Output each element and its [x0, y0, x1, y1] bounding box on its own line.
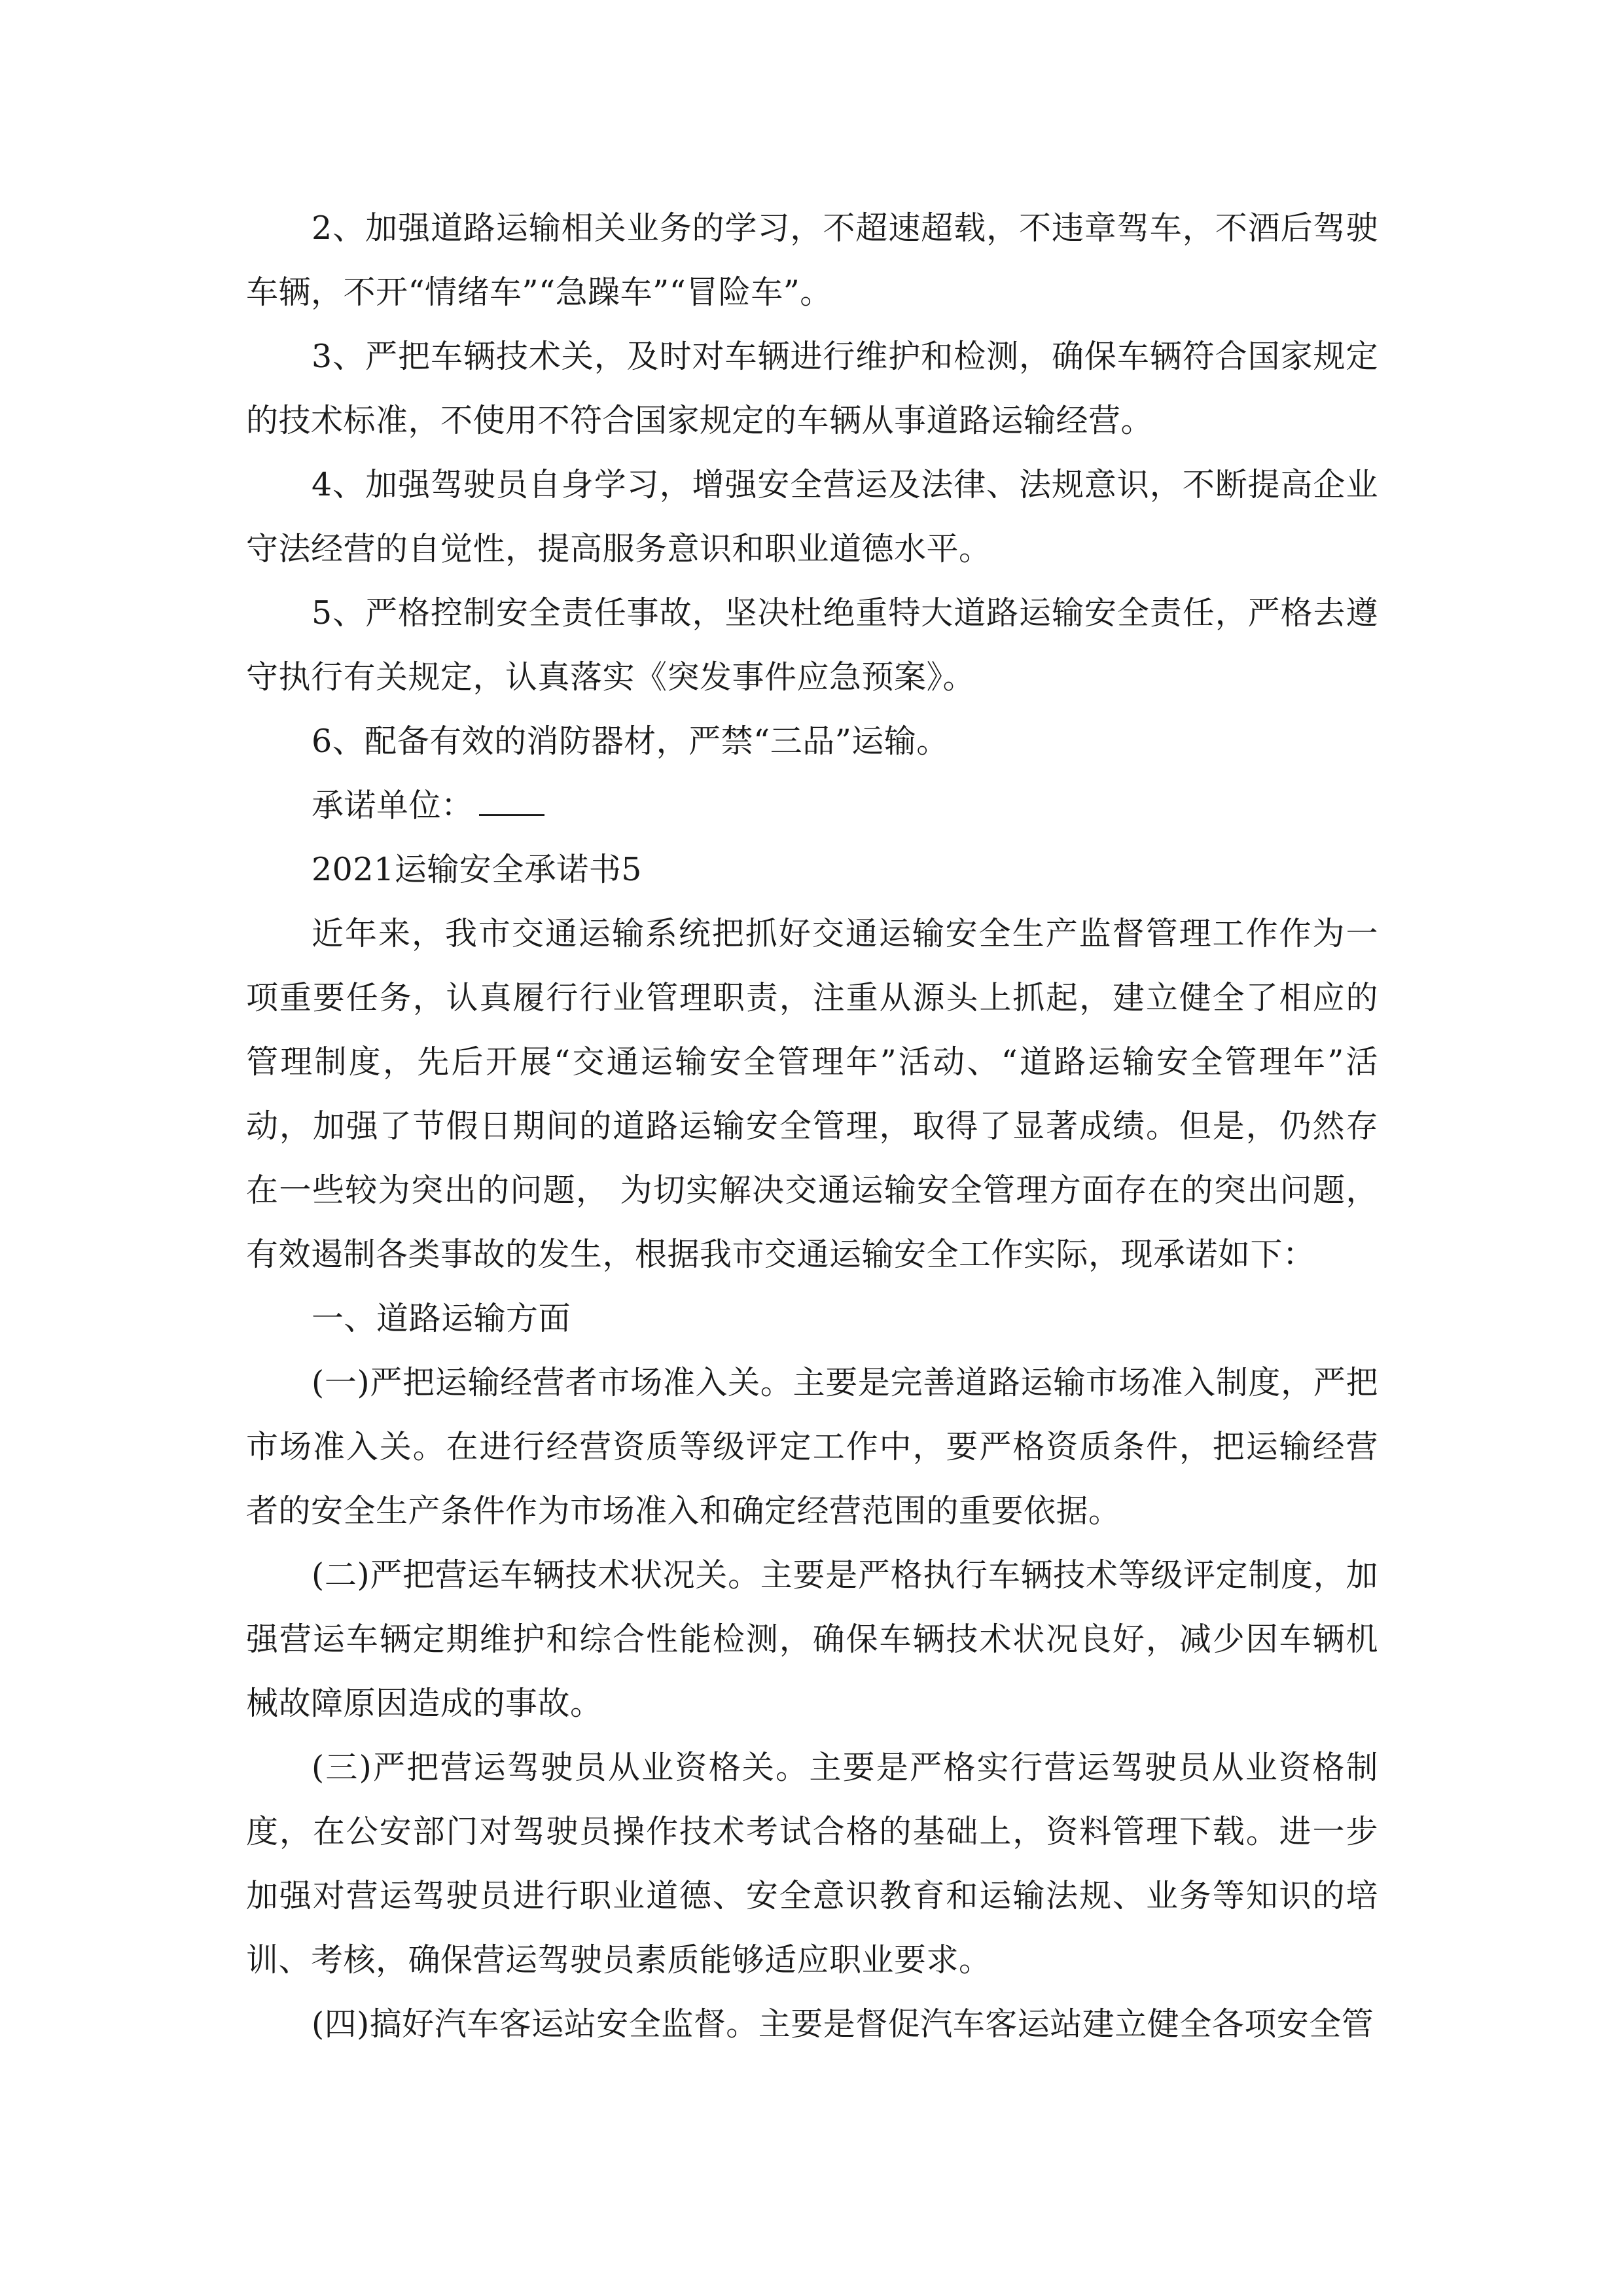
commitment-item-5: 5、严格控制安全责任事故，坚决杜绝重特大道路运输安全责任，严格去遵守执行有关规定，认真落实《突发事件应急预案》。: [246, 594, 1378, 696]
commitment-item-3: 3、严把车辆技术关，及时对车辆进行维护和检测，确保车辆符合国家规定的技术标准，不使用不符合国家规定的车辆从事道路运输经营。: [246, 338, 1378, 439]
signature-label: 承诺单位：: [312, 787, 474, 824]
signature-line: [246, 774, 1378, 838]
intro-paragraph: 近年来，我市交通运输系统把抓好交通运输安全生产监督管理工作作为一项重要任务，认真履行行业管理职责，注重从源头上抓起，建立健全了相应的管理制度，先后开展“交通运输安全管理年”活动、“道路运输安全管理年”活动，加强了节假日期间的道路运输安全管理，取得了显著成绩。但是，仍然存在一些较为突出的问题， 为切实解决交通运输安全管理方面存在的突出问题，有效遏制各类事故的发生，根据我市交通运输安全工作实际，现承诺如下：: [246, 915, 1378, 1273]
commitment-item-2: 2、加强道路运输相关业务的学习，不超速超载，不违章驾车，不酒后驾驶车辆，不开“情绪车”“急躁车”“冒险车”。: [246, 209, 1378, 311]
commitment-item-6: 6、配备有效的消防器材，严禁“三品”运输。: [312, 723, 949, 760]
clause-3-driver-qualification: (三)严把营运驾驶员从业资格关。主要是严格实行营运驾驶员从业资格制度，在公安部门对驾驶员操作技术考试合格的基础上，资料管理下载。进一步加强对营运驾驶员进行职业道德、安全意识教育和运输法规、业务等知识的培训、考核，确保营运驾驶员素质能够适应职业要求。: [246, 1749, 1378, 1979]
section-title: 2021运输安全承诺书5: [312, 851, 642, 888]
signature-blank: [479, 788, 544, 816]
clause-2-vehicle-condition: (二)严把营运车辆技术状况关。主要是严格执行车辆技术等级评定制度，加强营运车辆定期维护和综合性能检测，确保车辆技术状况良好，减少因车辆机械故障原因造成的事故。: [246, 1556, 1378, 1722]
commitment-item-4: 4、加强驾驶员自身学习，增强安全营运及法律、法规意识，不断提高企业守法经营的自觉性，提高服务意识和职业道德水平。: [246, 466, 1378, 567]
road-transport-heading: 一、道路运输方面: [312, 1300, 571, 1337]
clause-4-bus-station-safety: (四)搞好汽车客运站安全监督。主要是督促汽车客运站建立健全各项安全管: [312, 2005, 1374, 2043]
clause-1-market-access: (一)严把运输经营者市场准入关。主要是完善道路运输市场准入制度，严把市场准入关。在进行经营资质等级评定工作中，要严格资质条件，把运输经营者的安全生产条件作为市场准入和确定经营范围的重要依据。: [246, 1364, 1378, 1530]
document-body: [246, 196, 1378, 2056]
